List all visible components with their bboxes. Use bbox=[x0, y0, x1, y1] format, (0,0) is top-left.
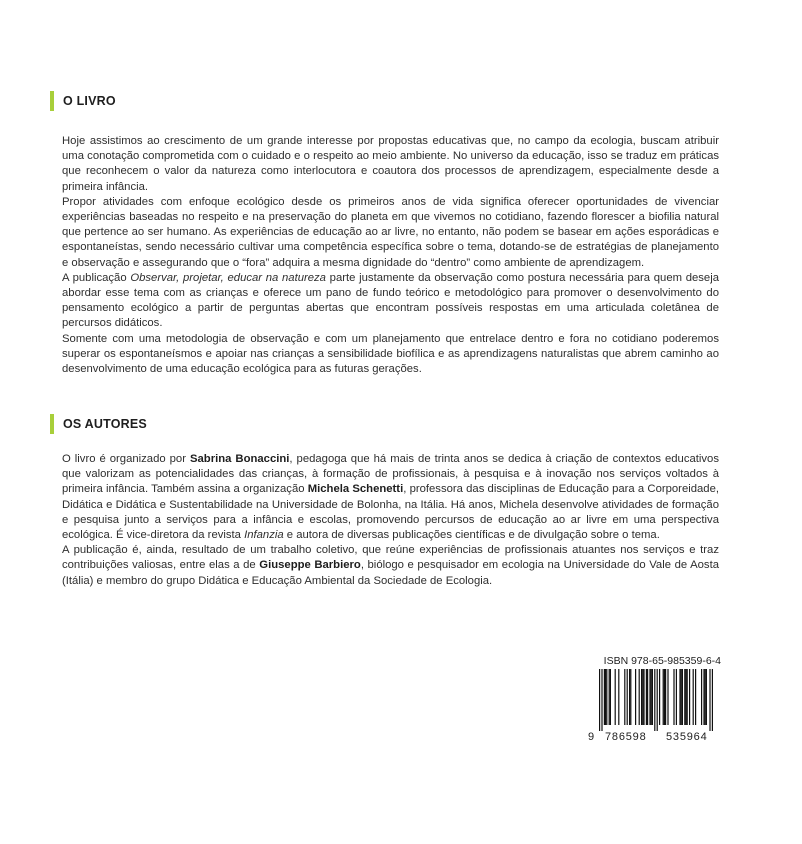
barcode-bar bbox=[649, 669, 650, 725]
barcode-bar bbox=[647, 669, 648, 725]
paragraph bbox=[62, 543, 719, 589]
paragraph bbox=[62, 332, 719, 378]
barcode-bar bbox=[687, 669, 688, 725]
barcode-bar bbox=[659, 669, 660, 725]
barcode-bar bbox=[664, 669, 665, 725]
barcode-bar bbox=[689, 669, 690, 725]
barcode-bar bbox=[663, 669, 664, 725]
barcode-bar bbox=[652, 669, 653, 725]
section-body-os-autores bbox=[62, 452, 719, 589]
barcode-bar bbox=[657, 669, 658, 731]
text-run: Somente com uma metodologia de observação e com um planejamento que entrelace dentro e fora no cotidiano poderemos superar os espontaneísmos e apoiar nas crianças a sensibilidade biofílica e as aprendizagens naturalistas que abrem caminho ao desenvolvimento de uma educação ecológica para as futuras gerações. bbox=[62, 332, 719, 376]
barcode-bar bbox=[695, 669, 696, 725]
barcode-bar bbox=[709, 669, 710, 731]
barcode-bar bbox=[682, 669, 683, 725]
barcode-bar bbox=[618, 669, 619, 725]
italic-title: Infanzia bbox=[244, 529, 284, 542]
barcode-bar bbox=[643, 669, 644, 725]
section-heading-o-livro bbox=[50, 91, 116, 111]
barcode-bar bbox=[665, 669, 666, 725]
text-run: , professora das disciplinas de Educação para a Corporeidade, Didática e Didática e Sustentabilidade na Universidade de Bolonha, na Itália. Há anos, Michela desenvolve atividades de formação e pesquisa junto a serviços para a infância e escolas, promovendo percursos de educação ao ar livre em uma perspectiva ecológica. É vice-diretora da revista bbox=[62, 483, 720, 542]
paragraph bbox=[62, 134, 719, 195]
author-name: Michela Schenetti bbox=[307, 483, 404, 496]
barcode-bar bbox=[705, 669, 706, 725]
barcode-bar bbox=[685, 669, 686, 725]
text-run: Hoje assistimos ao crescimento de um grande interesse por propostas educativas que, no campo da ecologia, buscam atribuir uma conotação comprometida com o cuidado e o respeito ao meio ambiente. No universo da educação, isso se traduz em práticas que reconhecem o valor da natureza como interlocutora e coautora dos processos de aprendizagem, especialmente desde a primeira infância. bbox=[62, 135, 719, 193]
text-run: parte justamente da observação como postura necessária para quem deseja abordar esse tema com as crianças e oferece um pano de fundo teórico e metodológico para promover o desenvolvimento do pensamento ecológico a partir de perguntas abertas que encontram possíveis respostas em uma articulada coletânea de percursos didáticos. bbox=[62, 271, 720, 330]
barcode-bar bbox=[599, 669, 600, 731]
barcode-bar bbox=[624, 669, 625, 725]
barcode-bar bbox=[676, 669, 677, 725]
barcode-bar bbox=[627, 669, 628, 725]
barcode-digits-left: 786598 bbox=[605, 731, 647, 743]
barcode-bar bbox=[684, 669, 685, 725]
text-run: A publicação é, ainda, resultado de um trabalho coletivo, que reúne experiências de profissionais atuantes nos serviços e traz contribuições valiosas, entre elas a de bbox=[62, 544, 719, 572]
barcode-digits-right: 535964 bbox=[666, 731, 708, 743]
barcode-bar bbox=[641, 669, 642, 725]
barcode-bar bbox=[654, 669, 655, 731]
barcode-bar bbox=[610, 669, 611, 725]
barcode-bar bbox=[712, 669, 713, 731]
barcode-bar bbox=[609, 669, 610, 725]
isbn-block bbox=[588, 655, 723, 745]
barcode-bar bbox=[646, 669, 647, 725]
barcode-bar bbox=[635, 669, 636, 725]
barcode-bar bbox=[642, 669, 643, 725]
barcode-bar bbox=[606, 669, 607, 725]
section-body-o-livro bbox=[62, 134, 719, 377]
barcode-bar bbox=[667, 669, 668, 725]
text-run: A publicação bbox=[62, 271, 131, 284]
text-run: , pedagoga que há mais de trinta anos se dedica à criação de contextos educativos que valorizam as potencialidades das crianças, à formação de profissionais, à pesquisa e à inovação nos serviços voltados à primeira infância. Também assina a organização bbox=[62, 453, 719, 496]
barcode-bar bbox=[639, 669, 640, 725]
barcode-bar bbox=[630, 669, 631, 725]
paragraph bbox=[62, 452, 719, 543]
heading-accent-bar bbox=[50, 414, 54, 434]
paragraph bbox=[62, 195, 719, 271]
section-heading-os-autores bbox=[50, 414, 147, 434]
barcode-bar bbox=[604, 669, 605, 725]
text-run: Propor atividades com enfoque ecológico desde os primeiros anos de vida significa oferecer oportunidades de vivenciar experiências baseadas no respeito e na preservação do planeta em que vivemos no cotidiano, fazendo florescer a biofilia natural que pertence ao ser humano. As experiências de educação ao ar livre, no entanto, não podem se basear em ações esporádicas e espontaneístas, sendo necessário cultivar uma competência específica sobre o tema, dotando-se de estratégias de planejamento e observação e assegurando que o “fora” adquira a mesma dignidade do “dentro” como ambiente de aprendizagem. bbox=[62, 195, 719, 269]
heading-title: OS AUTORES bbox=[63, 417, 147, 431]
italic-title: Observar, projetar, educar na natureza bbox=[130, 271, 326, 284]
text-run: O livro é organizado por bbox=[62, 453, 190, 465]
paragraph bbox=[62, 271, 719, 332]
text-run: e autora de diversas publicações científicas e de divulgação sobre o tema. bbox=[283, 529, 660, 542]
barcode-bar bbox=[673, 669, 674, 725]
barcode-bar bbox=[629, 669, 630, 725]
text-run: , biólogo e pesquisador em ecologia na Universidade do Vale de Aosta (Itália) e membro do grupo Didática e Educação Ambiental da Sociedade de Ecologia. bbox=[62, 559, 719, 587]
barcode-bar bbox=[701, 669, 702, 725]
barcode-bar bbox=[605, 669, 606, 725]
barcode-bar bbox=[615, 669, 616, 725]
barcode-bar bbox=[651, 669, 652, 725]
author-name: Giuseppe Barbiero bbox=[259, 559, 361, 572]
isbn-label: ISBN 978-65-985359-6-4 bbox=[603, 655, 721, 667]
barcode-bar bbox=[706, 669, 707, 725]
barcode-bar bbox=[601, 669, 602, 731]
barcode-bar bbox=[693, 669, 694, 725]
barcode-bar bbox=[703, 669, 704, 725]
author-name: Sabrina Bonaccini bbox=[189, 453, 290, 465]
heading-accent-bar bbox=[50, 91, 54, 111]
barcode-digits bbox=[588, 731, 723, 745]
barcode-bar bbox=[679, 669, 680, 725]
barcode-image bbox=[588, 669, 723, 731]
heading-title: O LIVRO bbox=[63, 94, 116, 108]
barcode-digit-prefix: 9 bbox=[588, 731, 595, 743]
barcode-bar bbox=[681, 669, 682, 725]
